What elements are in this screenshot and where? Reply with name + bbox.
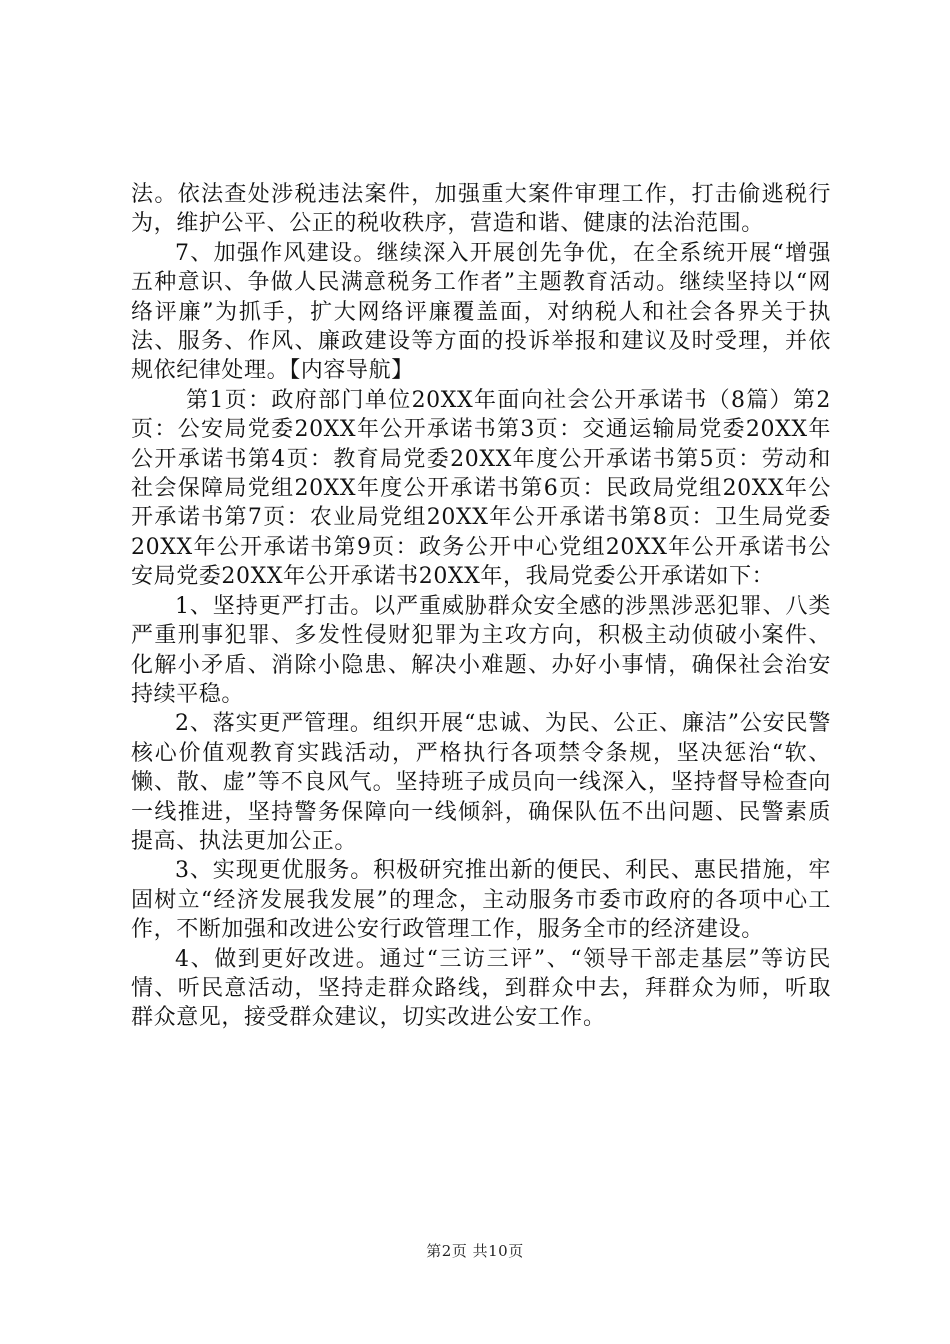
- paragraph-item-1: 1、坚持更严打击。以严重威胁群众安全感的涉黑涉恶犯罪、八类严重刑事犯罪、多发性侵财犯罪为主攻方向，积极主动侦破小案件、化解小矛盾、消除小隐患、解决小难题、办好小事情，确保社会治安持续平稳。: [131, 593, 831, 707]
- paragraph-continuation: 法。依法查处涉税违法案件，加强重大案件审理工作，打击偷逃税行为，维护公平、公正的税收秩序，营造和谐、健康的法治范围。: [131, 182, 831, 237]
- paragraph-item-2: 2、落实更严管理。组织开展“忠诚、为民、公正、廉洁”公安民警核心价值观教育实践活动，严格执行各项禁令条规，坚决惩治“软、懒、散、虚”等不良风气。坚持班子成员向一线深入，坚持督导检查向一线推进，坚持警务保障向一线倾斜，确保队伍不出问题、民警素质提高、执法更加公正。: [131, 711, 831, 854]
- paragraph-item-4: 4、做到更好改进。通过“三访三评”、“领导干部走基层”等访民情、听民意活动，坚持走群众路线，到群众中去，拜群众为师，听取群众意见，接受群众建议，切实改进公安工作。: [131, 946, 831, 1031]
- page-footer: 第2页 共10页: [426, 1242, 524, 1260]
- document-body: [131, 180, 831, 1033]
- paragraph-item-3: 3、实现更优服务。积极研究推出新的便民、利民、惠民措施，牢固树立“经济发展我发展”的理念，主动服务市委市政府的各项中心工作，不断加强和改进公安行政管理工作，服务全市的经济建设。: [131, 858, 831, 943]
- paragraph-item-7: 7、加强作风建设。继续深入开展创先争优，在全系统开展“增强五种意识、争做人民满意税务工作者”主题教育活动。继续坚持以“网络评廉”为抓手，扩大网络评廉覆盖面，对纳税人和社会各界关于执法、服务、作风、廉政建设等方面的投诉举报和建议及时受理，并依规依纪律处理。【内容导航】: [131, 240, 831, 384]
- paragraph-content-navigation: 第1页：政府部门单位20XX年面向社会公开承诺书（8篇）第2页：公安局党委20XX年公开承诺书第3页：交通运输局党委20XX年公开承诺书第4页：教育局党委20XX年度公开承诺书第5页：劳动和社会保障局党组20XX年度公开承诺书第6页：民政局党组20XX年公开承诺书第7页：农业局党组20XX年公开承诺书第8页：卫生局党委20XX年公开承诺书第9页：政务公开中心党组20XX年公开承诺书公安局党委20XX年公开承诺书20XX年，我局党委公开承诺如下：: [131, 387, 831, 590]
